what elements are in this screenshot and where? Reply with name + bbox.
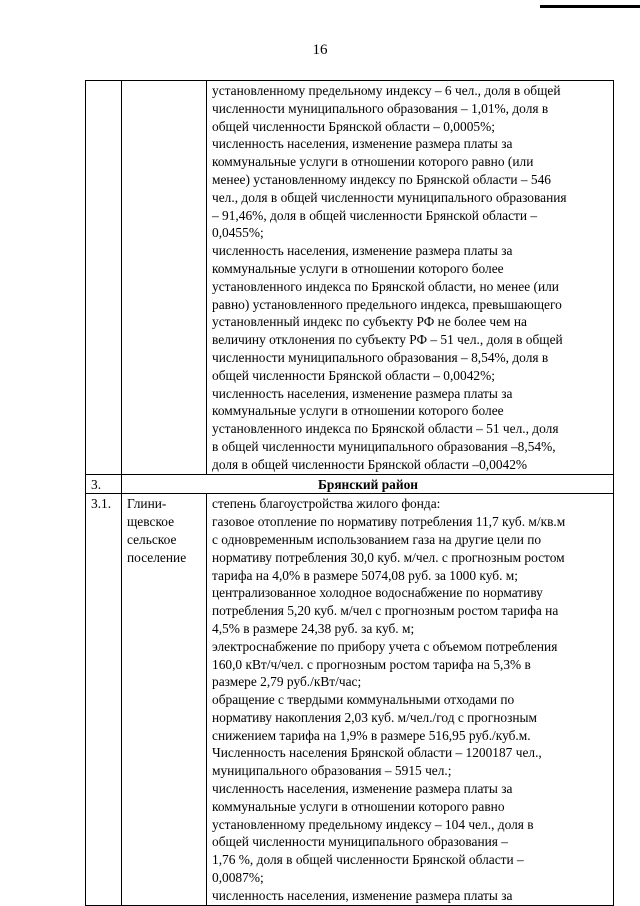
row-number: 3.1.	[86, 494, 122, 905]
text-line: чел., доля в общей численности муниципального образования	[212, 189, 567, 205]
section-number: 3.	[86, 474, 122, 494]
text-line: электроснабжение по прибору учета с объемом потребления	[212, 638, 558, 654]
text-line: степень благоустройства жилого фонда:	[212, 496, 441, 512]
cell-description-text	[207, 494, 614, 905]
text-line: величину отклонения по субъекту РФ – 51 чел., доля в общей	[212, 332, 563, 348]
text-line: коммунальные услуги в отношении которого равно	[212, 798, 505, 814]
settlement-name	[122, 494, 207, 905]
text-line: коммунальные услуги в отношении которого более	[212, 260, 504, 276]
text-line: 160,0 кВт/ч/чел. с прогнозным ростом тарифа на 5,3% в	[212, 656, 531, 672]
table-row-section	[86, 474, 614, 494]
text-line: размере 2,79 руб./кВт/час;	[212, 674, 362, 690]
text-line: численность населения, изменение размера платы за	[212, 887, 513, 903]
text-line: тарифа на 4,0% в размере 5074,08 руб. за 1000 куб. м;	[212, 567, 518, 583]
text-line: общей численности Брянской области – 0,0005%;	[212, 118, 495, 134]
cell-name-empty	[122, 81, 207, 475]
section-title: Брянский район	[122, 474, 614, 494]
text-line: с одновременным использованием газа на другие цели по	[212, 531, 542, 547]
text-line: обращение с твердыми коммунальными отходами по	[212, 692, 515, 708]
text-line: потребления 5,20 куб. м/чел с прогнозным ростом тарифа на	[212, 603, 559, 619]
text-line: установленному предельному индексу – 104 чел., доля в	[212, 816, 534, 832]
text-line: 1,76 %, доля в общей численности Брянской области –	[212, 852, 524, 868]
page-number: 16	[312, 42, 328, 58]
text-line: 0,0455%;	[212, 225, 264, 241]
text-line: 4,5% в размере 24,38 руб. за куб. м;	[212, 620, 415, 636]
text-line: установленный индекс по субъекту РФ не более чем на	[212, 314, 527, 330]
text-line: установленного индекса по Брянской области – 51 чел., доля	[212, 421, 559, 437]
text-line: численность населения, изменение размера платы за	[212, 385, 513, 401]
text-line: коммунальные услуги в отношении которого более	[212, 403, 504, 419]
text-line: численности муниципального образования – 8,54%, доля в	[212, 349, 549, 365]
cell-number-empty	[86, 81, 122, 475]
settlement-name-line: поселение	[127, 549, 187, 565]
text-line: нормативу потребления 30,0 куб. м/чел. с прогнозным ростом	[212, 549, 565, 565]
text-line: 0,0087%;	[212, 870, 264, 886]
text-line: равно) установленного предельного индекса, превышающего	[212, 296, 562, 312]
text-line: централизованное холодное водоснабжение по нормативу	[212, 585, 543, 601]
settlement-name-line: Глини-	[127, 496, 167, 512]
text-line: установленного индекса по Брянской области, но менее (или	[212, 278, 559, 294]
text-line: Численность населения Брянской области – 1200187 чел.,	[212, 745, 542, 761]
table-row-3-1	[86, 494, 614, 905]
text-line: нормативу накопления 2,03 куб. м/чел./год с прогнозным	[212, 709, 538, 725]
text-line: снижением тарифа на 1,9% в размере 516,95 руб./куб.м.	[212, 727, 531, 743]
cell-continuation-text	[207, 81, 614, 475]
text-line: газовое отопление по нормативу потребления 11,7 куб. м/кв.м	[212, 514, 566, 530]
text-line: муниципального образования – 5915 чел.;	[212, 763, 452, 779]
text-line: численность населения, изменение размера платы за	[212, 136, 513, 152]
text-line: общей численности муниципального образования –	[212, 834, 509, 850]
text-line: численности муниципального образования – 1,01%, доля в	[212, 100, 549, 116]
settlement-name-line: щевское	[127, 514, 175, 530]
text-line: – 91,46%, доля в общей численности Брянской области –	[212, 207, 538, 223]
header-rule	[540, 5, 640, 8]
text-line: общей численности Брянской области – 0,0042%;	[212, 367, 495, 383]
text-line: численность населения, изменение размера платы за	[212, 243, 513, 259]
text-line: установленному предельному индексу – 6 чел., доля в общей	[212, 83, 561, 98]
table-row-continuation	[86, 81, 614, 475]
text-line: коммунальные услуги в отношении которого равно (или	[212, 154, 534, 170]
settlement-name-line: сельское	[127, 531, 177, 547]
text-line: численность населения, изменение размера платы за	[212, 781, 513, 797]
text-line: в общей численности муниципального образования –8,54%,	[212, 438, 556, 454]
data-table	[85, 80, 614, 906]
text-line: менее) установленному индексу по Брянской области – 546	[212, 171, 552, 187]
text-line: доля в общей численности Брянской области –0,0042%	[212, 456, 528, 472]
